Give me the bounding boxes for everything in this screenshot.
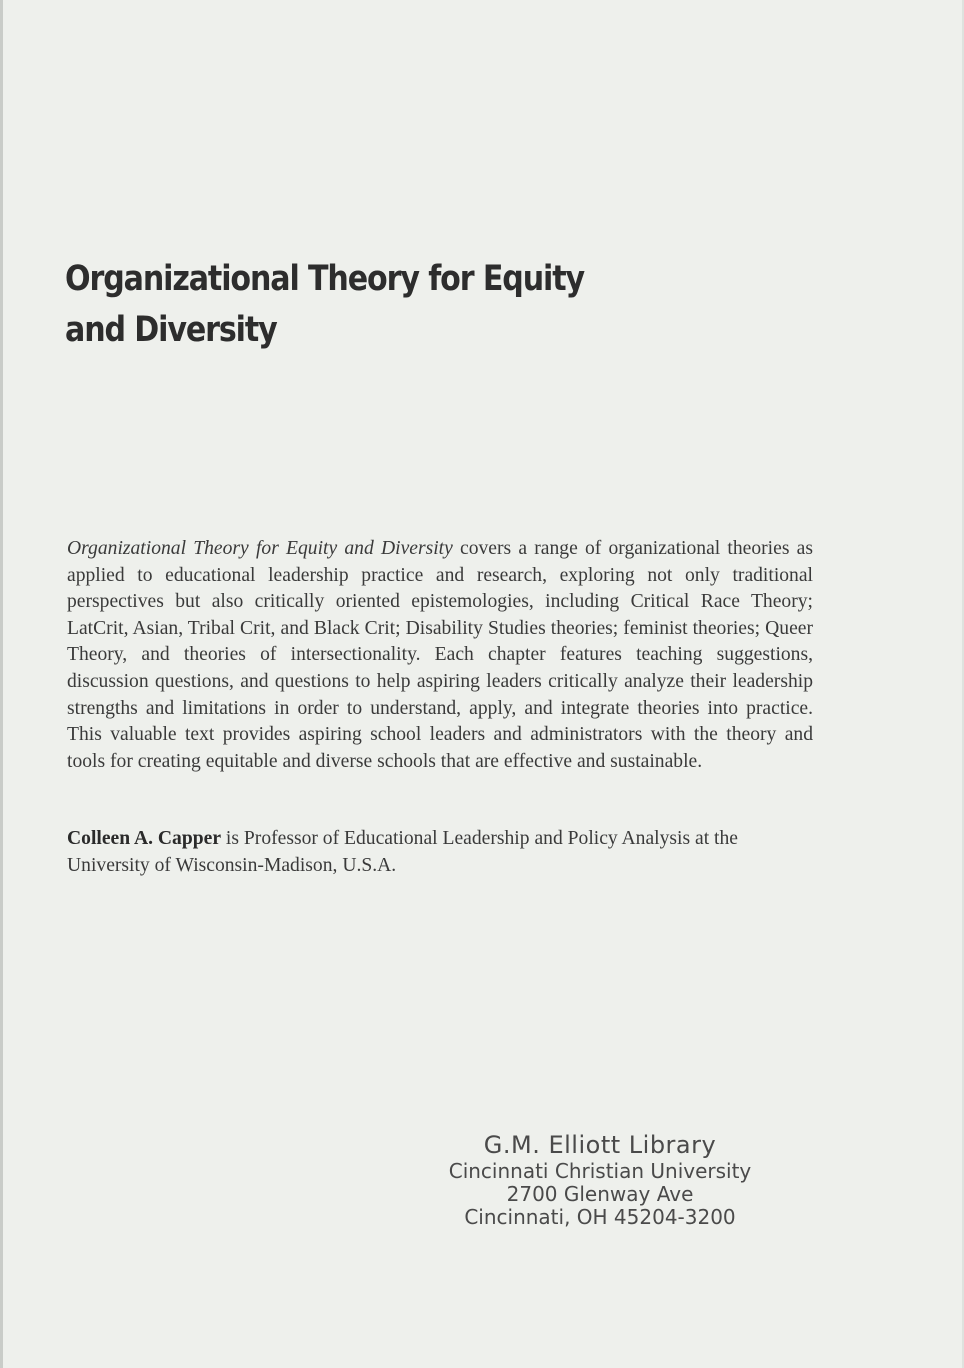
author-bio <box>67 826 813 879</box>
library-street: 2700 Glenway Ave <box>506 1182 694 1206</box>
library-city: Cincinnati, OH 45204-3200 <box>464 1205 736 1229</box>
description-italic-title: Organizational Theory for Equity and Diversity <box>67 538 453 559</box>
library-institution: Cincinnati Christian University <box>448 1159 752 1183</box>
description-body: covers a range of organizational theories as applied to educational leadership practice and research, exploring not only traditional perspectives but also critically oriented epistemologies, including Critical Race Theory; LatCrit, Asian, Tribal Crit, and Black Crit; Disability Studies theories; feminist theories; Queer Theory, and theories of intersectionality. Each chapter features teaching suggestions, discussion questions, and questions to help aspiring leaders critically analyze their leadership strengths and limitations in order to understand, apply, and integrate theories into practice. This valuable text provides aspiring school leaders and administrators with the theory and tools for creating equitable and diverse schools that are effective and sustainable. <box>67 538 813 772</box>
book-title-line-2: and Diversity <box>65 310 277 350</box>
book-title-line-1: Organizational Theory for Equity <box>65 259 584 299</box>
library-stamp <box>420 1130 780 1229</box>
author-name: Colleen A. Capper <box>67 828 222 849</box>
book-description <box>67 536 813 775</box>
library-name: G.M. Elliott Library <box>483 1131 717 1159</box>
author-bio-text: is Professor of Educational Leadership and Policy Analysis at the University of Wisconsin-Madison, U.S.A. <box>67 828 738 876</box>
page-edge-left <box>0 0 3 1368</box>
book-title <box>65 254 684 356</box>
